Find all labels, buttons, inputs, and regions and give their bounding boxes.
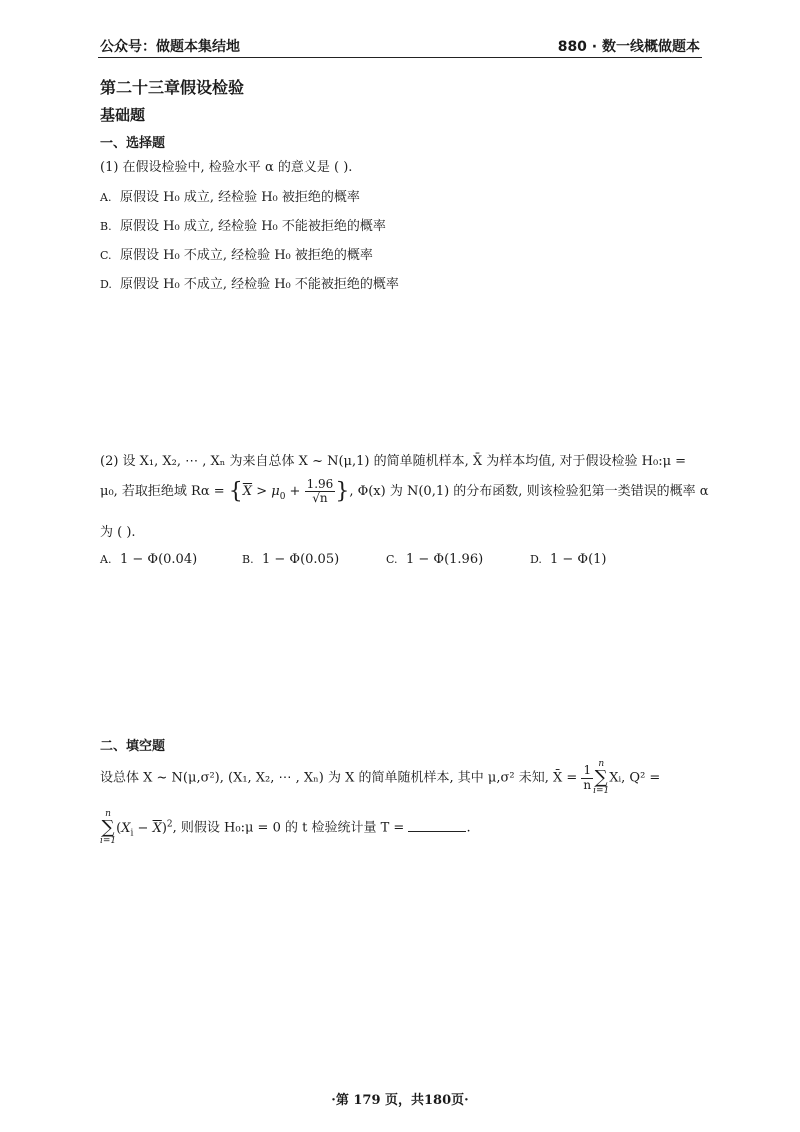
q2-line2-pre: μ₀, 若取拒绝域 Rα = <box>100 484 229 500</box>
option-text: 原假设 H₀ 成立, 经检验 H₀ 不能被拒绝的概率 <box>120 219 386 234</box>
option-letter: D. <box>530 553 542 566</box>
q2-line1: (2) 设 X₁, X₂, ⋯ , Xₙ 为来自总体 X ~ N(μ,1) 的简单随机样本, X̄ 为样本均值, 对于假设检验 H₀:μ = <box>100 454 687 469</box>
one-over-n-fraction <box>581 764 593 791</box>
sum-lower: i=1 <box>100 836 117 846</box>
option-text: 原假设 H₀ 不成立, 经检验 H₀ 被拒绝的概率 <box>120 248 373 263</box>
header-right: 880 · 数一线概做题本 <box>557 39 700 55</box>
option-text: 1 − Φ(0.05) <box>262 552 340 567</box>
critical-fraction <box>305 478 336 505</box>
q1-option-a <box>100 186 360 205</box>
q3-line1-pre: 设总体 X ~ N(μ,σ²), (X₁, X₂, ⋯ , Xₙ) 为 X 的简单随机样本, 其中 μ,σ² 未知, X̄ = <box>100 770 582 786</box>
option-letter: B. <box>242 553 254 566</box>
option-letter: B. <box>100 220 112 233</box>
sum-upper: n <box>598 759 605 769</box>
q2-option-a <box>100 552 197 567</box>
fraction-numerator: 1.96 <box>306 477 334 491</box>
q1-option-d <box>100 273 399 292</box>
sum-upper: n <box>105 809 111 819</box>
option-text: 原假设 H₀ 不成立, 经检验 H₀ 不能被拒绝的概率 <box>120 277 399 292</box>
fraction-numerator: 1 <box>581 764 593 778</box>
q2-line2-post: , Φ(x) 为 N(0,1) 的分布函数, 则该检验犯第一类错误的概率 α <box>349 484 709 500</box>
fraction-denominator: √n <box>312 491 328 506</box>
summation-symbol: n ∑ i=1 <box>593 759 610 796</box>
q2-line2: μ₀, 若取拒绝域 $R\alpha = \{\overline{X} > \mu_0$ + $\frac{1.96}{√n}$ }, Φ(x) 为 N(0,1) 的分布函数, 则该检验犯第一类错误的概率 α <box>100 477 709 506</box>
q2-option-d <box>530 552 607 567</box>
option-text: 原假设 H₀ 成立, 经检验 H₀ 被拒绝的概率 <box>120 190 360 205</box>
q3-line2-post: , 则假设 H₀:μ = 0 的 t 检验统计量 T = <box>172 820 405 836</box>
q3-line2 <box>100 810 471 846</box>
right-brace: } <box>335 479 350 505</box>
page-footer: ·第 179 页，共180页· <box>331 1093 469 1108</box>
squared-term: $(X_i - \overline{X})^2$ <box>116 819 173 839</box>
option-text: 1 − Φ(1.96) <box>406 552 484 567</box>
header-divider <box>98 57 702 58</box>
option-text: 1 − Φ(0.04) <box>120 552 198 567</box>
part1-title: 一、选择题 <box>100 136 166 151</box>
q3-line2-end: . <box>466 820 471 836</box>
chapter-title: 第二十三章假设检验 <box>100 78 245 97</box>
q1-option-b <box>100 215 386 234</box>
option-letter: C. <box>386 553 398 566</box>
header-left: 公众号：做题本集结地 <box>100 39 240 55</box>
q3-line1-post: Xᵢ, Q² = <box>609 770 661 786</box>
q2-line3: 为 ( ). <box>100 525 136 540</box>
mu0-symbol: μ <box>271 484 280 500</box>
fraction-denominator: n <box>583 777 592 792</box>
part2-title: 二、填空题 <box>100 739 166 754</box>
q2-option-b <box>242 552 339 567</box>
summation-symbol: n ∑ i=1 <box>100 809 117 846</box>
sum-lower: i=1 <box>593 786 610 796</box>
q1-option-c <box>100 244 373 263</box>
option-letter: D. <box>100 278 112 291</box>
q2-option-c <box>386 552 483 567</box>
option-letter: A. <box>100 191 112 204</box>
left-brace: { <box>228 479 243 505</box>
option-letter: C. <box>100 249 112 262</box>
answer-blank[interactable] <box>408 819 466 832</box>
q3-line1 <box>100 760 660 796</box>
section-title: 基础题 <box>100 106 146 124</box>
q1-stem: (1) 在假设检验中, 检验水平 α 的意义是 ( ). <box>100 160 353 175</box>
option-text: 1 − Φ(1) <box>550 552 607 567</box>
option-letter: A. <box>100 553 112 566</box>
xbar-symbol: $\overline{X}$ <box>242 484 253 500</box>
